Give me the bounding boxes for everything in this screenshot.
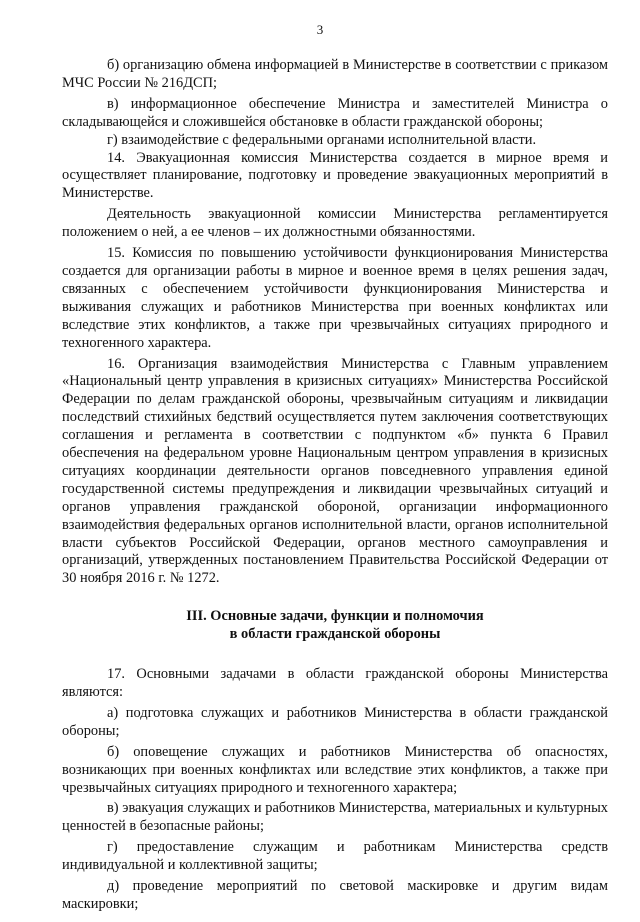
paragraph-17a: а) подготовка служащих и работников Министерства в области гражданской обороны; [62,704,608,739]
page-number: 3 [316,22,324,37]
document-body [62,57,608,914]
section-title-line2: в области гражданской обороны [229,626,441,643]
paragraph-17: 17. Основными задачами в области гражданской обороны Министерства являются: [62,666,608,700]
section-title [62,608,608,644]
paragraph-17b: б) оповещение служащих и работников Министерства об опасностях, возникающих при военных конфликтах или вследствие этих конфликтов, а также при чрезвычайных ситуациях природного и техногенного характера; [62,743,608,796]
paragraph-15: 15. Комиссия по повышению устойчивости функционирования Министерства создается для организации работы в мирное и военное время в целях решения задач, связанных с обеспечением устойчивости функционирования Министерства и выживания служащих и работников Министерства при военных конфликтах или вследствие этих конфликтов, а также при чрезвычайных ситуациях природного и техногенного характера. [62,245,608,351]
paragraph-13v: в) информационное обеспечение Министра и заместителей Министра о складывающейся и сложившейся обстановке в области гражданской обороны; [62,95,608,130]
paragraph-14: 14. Эвакуационная комиссия Министерства создается в мирное время и осуществляет планирование, подготовку и проведение эвакуационных мероприятий в Министерстве. [62,149,608,202]
paragraph-16: 16. Организация взаимодействия Министерства с Главным управлением «Национальный центр управления в кризисных ситуациях» Министерства Российской Федерации по делам гражданской обороны, чрезвычайным ситуациям и ликвидации последствий стихийных бедствий осуществляется путем заключения соответствующих соглашения и регламента в соответствии с подпунктом «б» пункта 6 Правил обеспечения на федеральном уровне Национальным центром управления в кризисных ситуациях координации деятельности органов повседневного управления единой государственной системы предупреждения и ликвидации чрезвычайных ситуаций и органов управления гражданской обороной, организации информационного взаимодействия федеральных органов исполнительной власти, органов исполнительной власти субъектов Российской Федерации, органов местного самоуправления и организаций, утвержденных постановлением Правительства Российской Федерации от 30 ноября 2016 г. № 1272. [62,355,608,587]
paragraph-17v: в) эвакуация служащих и работников Министерства, материальных и культурных ценностей в безопасные районы; [62,800,608,835]
paragraph-17g: г) предоставление служащим и работникам Министерства средств индивидуальной и коллективной защиты; [62,839,608,874]
section-title-line1: III. Основные задачи, функции и полномочия [186,608,484,625]
paragraph-17d: д) проведение мероприятий по световой маскировке и другим видам маскировки; [62,878,608,912]
paragraph-14-activity: Деятельность эвакуационной комиссии Министерства регламентируется положением о ней, а ее членов – их должностными обязанностями. [62,206,608,241]
paragraph-13g: г) взаимодействие с федеральными органами исполнительной власти. [107,131,537,148]
paragraph-13b: б) организацию обмена информацией в Министерстве в соответствии с приказом МЧС России № 216ДСП; [62,57,608,91]
